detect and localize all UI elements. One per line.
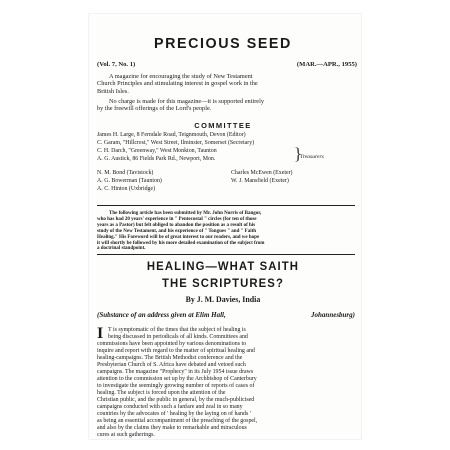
committee-member: W. J. Mansfield (Exeter)	[231, 178, 289, 184]
purpose-paragraph	[97, 73, 355, 95]
magazine-page	[89, 14, 361, 439]
charge-paragraph	[97, 98, 355, 113]
article-subtitle	[97, 311, 355, 319]
committee-member-secretary: C. Garam, "Hillcrest," West Street, Ilminster, Somerset (Secretary)	[97, 140, 255, 146]
note-line: The following article has been submitted by Mr. John Norris of Bangor,	[109, 211, 262, 216]
editorial-note	[97, 211, 355, 252]
body-line: healing. The subject is forced upon the attention of the	[97, 390, 226, 396]
body-line: Christian public, and the public in general, by the much-publicised	[97, 397, 255, 403]
note-line: Healing." His Foreword will be of great interest to our readers, and we hope	[97, 234, 260, 240]
text-line: Church Principles and stimulating interest in gospel work in the	[97, 80, 258, 88]
body-line: cures at such gatherings.	[97, 432, 155, 438]
body-line: as being an essential accompaniment of the preaching of the gospel,	[97, 418, 258, 424]
subtitle-place: Johannesburg)	[311, 311, 355, 319]
committee-member: Charles McEwen (Exeter)	[231, 170, 293, 176]
drop-cap: I	[97, 325, 104, 342]
committee-member-treasurer: C. H. Darch, "Greenway," West Monkton, Taunton	[97, 148, 217, 154]
body-line: healing-campaigns. The British Methodist conference and the	[97, 355, 243, 361]
article-byline: By J. M. Davies, India	[185, 295, 261, 304]
divider-bottom	[97, 254, 355, 255]
body-line: being discussed in periodicals of all kinds. Committees and	[108, 334, 248, 340]
committee-heading: COMMITTEE	[194, 121, 252, 130]
article-title-line1: HEALING—WHAT SAITH	[146, 261, 299, 273]
body-line: inquire and report with regard to the matter of spiritual healing and	[97, 348, 255, 354]
body-line: attention to the commission set up by the Archbishop of Canterbury	[97, 376, 257, 382]
subtitle-text: (Substance of an address given at Elim Hall,	[97, 311, 226, 319]
note-line: who has had 20 years' experience in " Pentecostal " circles (for ten of those	[97, 216, 257, 222]
body-line: commissions have been appointed by various denominations to	[97, 341, 247, 347]
note-line: it will shortly be followed by his more detailed examination of the subject from	[97, 240, 265, 246]
body-line: campaigns conducted with such a fanfare and zeal in so many	[97, 404, 243, 410]
body-line: and also by the claims they make to remarkable and miraculous	[97, 425, 247, 431]
note-line: a doctrinal standpoint.	[97, 246, 146, 252]
body-line: to investigate the seemingly growing number of reports of cases of	[97, 383, 255, 389]
committee-member: N. M. Bond (Tavistock)	[97, 170, 154, 176]
committee-member: A. C. Hinton (Uxbridge)	[97, 186, 156, 192]
text-line: British Isles.	[97, 87, 129, 95]
body-line: T is symptomatic of the times that the subject of healing is	[108, 327, 246, 333]
body-line: countries by the advocates of ' healing by the laying on of hands '	[97, 411, 251, 417]
text-line: No charge is made for this magazine—it is supported entirely	[109, 98, 264, 105]
brace-mark: }	[294, 144, 303, 163]
text-line: A magazine for encouraging the study of New Testament	[109, 73, 253, 80]
body-line: campaigns. The magazine "Prophecy" in its July 1954 issue draws	[97, 369, 254, 375]
note-line: years as a Pastor) but felt obliged to abandon the position as a result of his	[97, 222, 256, 228]
article-title-line2: THE SCRIPTURES?	[161, 278, 284, 290]
committee-member-treasurer: A. G. Austick, 86 Fields Park Rd., Newport, Mon.	[97, 156, 216, 162]
masthead-title: PRECIOUS SEED	[153, 36, 292, 52]
committee-member: A. G. Bowerman (Taunton)	[97, 178, 162, 184]
volume-number: (Vol. 7, No. 1)	[97, 61, 136, 68]
text-line: by the freewill offerings of the Lord's people.	[97, 105, 212, 113]
issue-info	[97, 61, 357, 68]
body-line: Presbyterian Church of S. Africa have debated and vetoed such	[97, 362, 246, 368]
note-line: study of the New Testament, and his experience of " Tongues " and " Faith	[97, 228, 257, 234]
treasurers-label: Treasurers	[300, 154, 324, 160]
issue-date: (MAR.—APR., 1955)	[296, 61, 357, 68]
divider-top	[97, 205, 355, 206]
committee-member-editor: James H. Large, 8 Ferndale Road, Teignmouth, Devon (Editor)	[97, 132, 246, 138]
